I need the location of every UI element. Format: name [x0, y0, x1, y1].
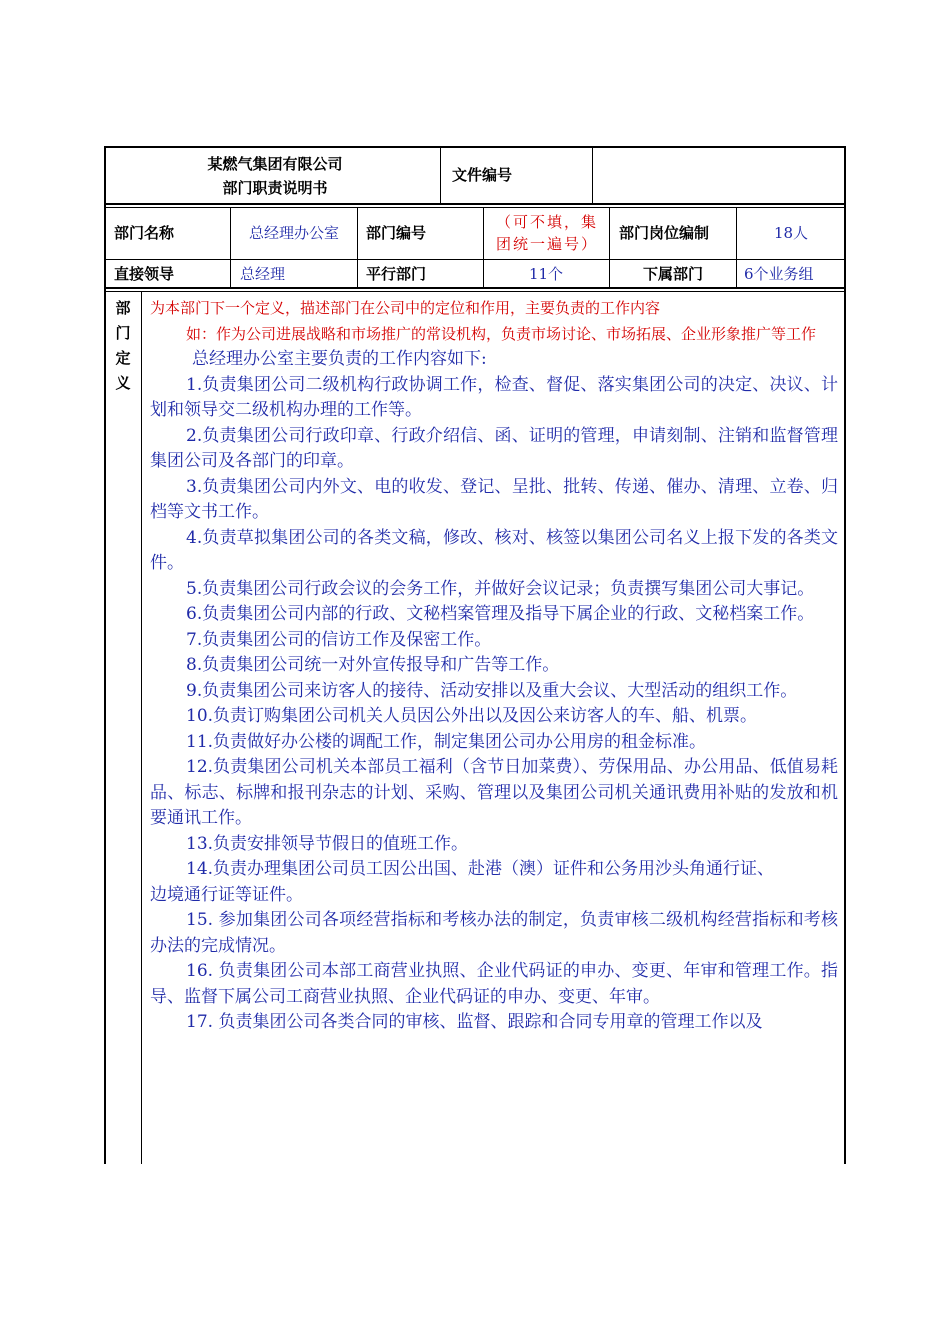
dept-name-label: 部门名称: [114, 224, 175, 242]
parallel-dept-value: 11个: [528, 265, 564, 283]
duty-item: 10.负责订购集团公司机关人员因公外出以及因公来访客人的车、船、机票。: [186, 706, 758, 726]
file-number-value: [600, 146, 840, 204]
duty-item: 9.负责集团公司来访客人的接待、活动安排以及重大会议、大型活动的组织工作。: [186, 680, 798, 701]
direct-leader-value: 总经理: [240, 265, 286, 283]
dept-number-value: （可不填，集团统一遍号）: [495, 213, 598, 253]
duty-item: 14.负责办理集团公司员工因公出国、赴港（澳）证件和公务用沙头角通行证、: [186, 859, 775, 879]
definition-side-label: [106, 296, 140, 396]
table-rule: [736, 207, 737, 289]
dept-number-label: 部门编号: [366, 224, 427, 242]
duty-item: 13.负责安排领导节假日的值班工作。: [186, 833, 469, 854]
parallel-dept-label: 平行部门: [366, 265, 427, 283]
definition-example: 如：作为公司进展战略和市场推广的常设机构，负责市场讨论、市场拓展、企业形象推广等工作: [186, 324, 817, 343]
duty-item: 7.负责集团公司的信访工作及保密工作。: [186, 629, 492, 650]
duty-item: 3.负责集团公司内外文、电的收发、登记、呈批、批转、传递、催办、清理、立卷、归档等文书工作。: [150, 476, 838, 522]
duty-item: 15. 参加集团公司各项经营指标和考核办法的制定，负责审核二级机构经营指标和考核办法的完成情况。: [150, 910, 838, 956]
duty-item: 8.负责集团公司统一对外宣传报导和广告等工作。: [186, 655, 560, 675]
duty-item: 5.负责集团公司行政会议的会务工作，并做好会议记录；负责撰写集团公司大事记。: [186, 578, 815, 599]
table-rule: [104, 291, 846, 292]
duty-item: 12.负责集团公司机关本部员工福利（含节日加菜费）、劳保用品、办公用品、低值易耗品、标志、标牌和报刊杂志的计划、采购、管理以及集团公司机关通讯费用补贴的发放和机要通讯工作。: [150, 757, 838, 828]
definition-intro: 总经理办公室主要负责的工作内容如下:: [192, 349, 487, 369]
table-rule: [141, 291, 142, 1164]
duty-item: 16. 负责集团公司本部工商营业执照、企业代码证的申办、变更、年审和管理工作。指导、监督下属公司工商营业执照、企业代码证的申办、变更、年审。: [150, 961, 838, 1007]
table-rule: [440, 146, 441, 204]
file-number-label: 文件编号: [452, 166, 513, 184]
sub-dept-label: 下属部门: [642, 265, 703, 283]
definition-body: [150, 296, 838, 1036]
dept-name-value: 总经理办公室: [248, 224, 339, 242]
duty-item: 4.负责草拟集团公司的各类文稿，修改、核对、核签以集团公司名义上报下发的各类文件。: [150, 527, 838, 573]
definition-instruction: 为本部门下一个定义，描述部门在公司中的定位和作用，主要负责的工作内容: [150, 299, 661, 317]
duty-item: 11.负责做好办公楼的调配工作，制定集团公司办公用房的租金标准。: [186, 731, 707, 752]
company-name: 某燃气集团有限公司: [207, 155, 343, 173]
duty-item: 6.负责集团公司内部的行政、文秘档案管理及指导下属企业的行政、文秘档案工作。: [186, 604, 815, 624]
staffing-label: 部门岗位编制: [619, 224, 710, 242]
sub-dept-value: 6个业务组: [744, 265, 814, 283]
document-title: 部门职责说明书: [222, 179, 328, 197]
side-char: 门: [115, 324, 131, 342]
side-char: 义: [115, 374, 131, 392]
table-rule: [357, 207, 358, 289]
side-char: 部: [115, 299, 131, 317]
duty-item: 边境通行证等证件。: [150, 884, 303, 905]
duty-item: 1.负责集团公司二级机构行政协调工作，检查、督促、落实集团公司的决定、决议、计划和领导交二级机构办理的工作等。: [150, 374, 838, 420]
duty-item: 17. 负责集团公司各类合同的审核、监督、跟踪和合同专用章的管理工作以及: [186, 1012, 763, 1032]
side-char: 定: [115, 349, 131, 367]
table-rule: [592, 146, 593, 204]
staffing-value: 18人: [773, 224, 809, 242]
table-rule: [230, 207, 231, 289]
duty-item: 2.负责集团公司行政印章、行政介绍信、函、证明的管理，申请刻制、注销和监督管理集团公司及各部门的印章。: [150, 425, 838, 471]
direct-leader-label: 直接领导: [114, 265, 175, 283]
